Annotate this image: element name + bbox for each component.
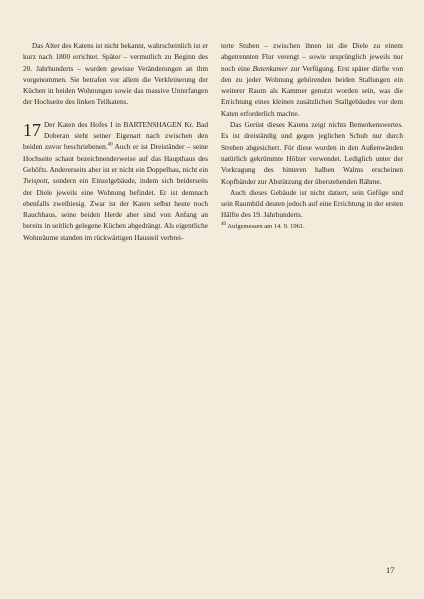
paragraph-age: Das Alter des Katens ist nicht bekannt, wahrscheinlich ist er kurz nach 1800 errichtet. Später – vermutlich zu Beginn des 20. Jahrhunderts – wurden gewisse Veränderungen an ihm vorgenommen. Sie betrafen vor allem die Verkleinerung der Küchen in beiden Wohnungen sowie das massive Unterfangen der Hochseite des linken Teilkatens. — [23, 41, 208, 107]
italic-term: Butenkamer — [252, 63, 288, 73]
paragraph-spacer — [23, 108, 208, 119]
section-number: 17 — [23, 119, 41, 140]
italic-term: Twispott — [23, 176, 48, 186]
footnote-text: Aufgemessen am 14. 9. 1961. — [226, 222, 305, 230]
footnote-reference: 40 — [107, 142, 113, 148]
paragraph-stuben — [221, 40, 403, 119]
left-column — [23, 40, 208, 243]
page-number: 17 — [386, 565, 395, 575]
paragraph-datierung: Auch dieses Gebäude ist nicht datiert, sein Gefüge und sein Raumbild deuten jedoch auf eine Errichtung in der ersten Hälfte des 19. Jahrhunderts. — [221, 187, 403, 220]
section-17 — [23, 119, 208, 243]
paragraph-bartenshagen — [23, 119, 208, 243]
text-run: , sondern ein Einzelgebäude, indem sich beiderseits der Diele jeweils eine Wohnung befindet. Er ist demnach ebenfalls zweihiesig. Zwar ist der Katen selbst heute noch Rauchhaus, seine beiden Herde aber sind von Anfang an bereits in seitlich gelegene Küchen abgedrängt. Als eigentliche Wohnräume standen im rückwärtigen Hausteil verbrei- — [23, 176, 208, 242]
text-run: zur Verfügung. Erst später dürfte von den zu jeder Wohnung gehörenden beiden Stallungen ein weiterer Raum als Kammer genutzt worden sein, was die Errichtung eines kleinen zusätzlichen Stallgebäudes vor dem Katen erforderlich machte. — [221, 63, 403, 118]
paragraph-geruest: Das Gerüst dieses Katens zeigt nichts Bemerkenswertes. Es ist dreiständig und gegen jeglichen Schub nur durch Streben abgesichert. Für diese wurden in den Außenwänden natürlich gekrümmte Hölzer verwendet. Lediglich unter der Vorkragung des hinteren halben Walms erscheinen Kopfbänder zur Abstützung der überstehenden Rähme. — [221, 120, 403, 186]
text-run: terte Stuben – zwischen ihnen ist die Diele zu einem abgetrennten Flur verengt – sowie ursprünglich jeweils nur noch eine — [221, 41, 403, 73]
footnote — [221, 221, 403, 232]
text-run: Auch er ist Dreiständer – seine Hochseite schaut bezeichnenderweise auf das Haupthaus des Gehöfts. Andererseits aber ist er nicht ein Doppelhau, nicht ein — [23, 142, 208, 174]
text-run: Der Katen des Hofes I in BARTENSHAGEN Kr. Bad Doberan steht seiner Eigenart nach zwischen den beiden zuvor beschriebenen. — [23, 119, 208, 152]
right-column — [221, 40, 403, 232]
footnote-number: 40 — [221, 221, 226, 227]
